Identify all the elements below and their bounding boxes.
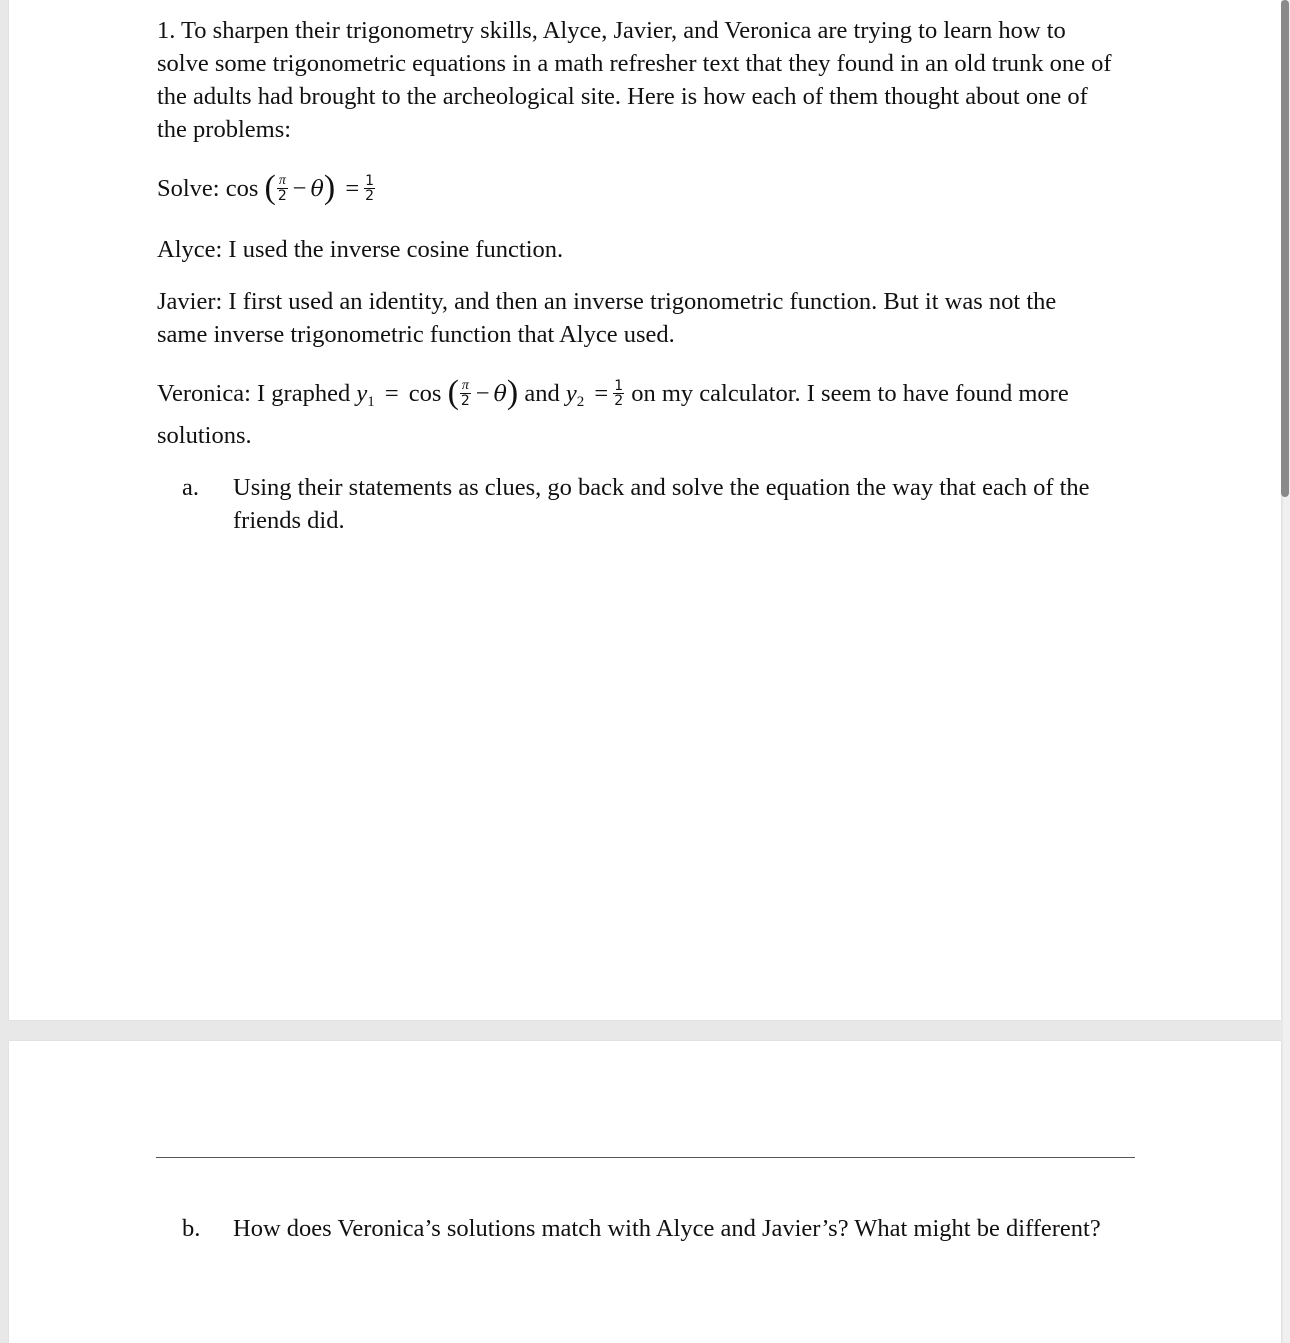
problem-intro	[157, 14, 1112, 146]
y1-variable: $y_1$	[356, 380, 375, 410]
document-page-2	[9, 1041, 1281, 1343]
cos-function: cos	[225, 175, 259, 202]
alyce-statement: Alyce: I used the inverse cosine function.	[157, 236, 564, 263]
one-half-fraction: $\frac{1}{2}$	[614, 377, 624, 409]
and-word: and	[524, 380, 560, 407]
one-half-fraction: $\frac{1}{2}$	[365, 172, 375, 204]
intro-line: the problems:	[157, 116, 292, 143]
intro-line: solve some trigonometric equations in a math refresher text that they found in an old trunk one of	[157, 50, 1112, 77]
answer-line	[156, 1157, 1135, 1158]
scrollbar-thumb[interactable]	[1281, 0, 1289, 497]
pi-over-two-fraction: $\frac{\pi}{2}$	[277, 172, 287, 204]
close-paren: )	[323, 169, 336, 207]
veronica-suffix: on my calculator. I seem to have found more	[631, 380, 1069, 407]
solve-equation: Solve: cos ( $\frac{\pi}{2}$ − θ) = $\frac{1}{2}$	[157, 169, 375, 207]
part-a-line: Using their statements as clues, go back and solve the equation the way that each of the	[233, 474, 1090, 501]
open-paren: (	[264, 169, 276, 207]
part-a-line: friends did.	[233, 507, 345, 534]
veronica-prefix: Veronica: I graphed	[157, 380, 351, 407]
intro-line: 1. To sharpen their trigonometry skills, Alyce, Javier, and Veronica are trying to learn how to	[157, 17, 1066, 44]
solve-label: Solve:	[157, 175, 220, 202]
veronica-line-2: solutions.	[157, 422, 252, 449]
part-b-line: How does Veronica’s solutions match with Alyce and Javier’s? What might be different?	[233, 1215, 1101, 1242]
javier-line: same inverse trigonometric function that Alyce used.	[157, 321, 675, 348]
javier-line: Javier: I first used an identity, and then an inverse trigonometric function. But it was not the	[157, 288, 1057, 315]
intro-line: the adults had brought to the archeological site. Here is how each of them thought about one of	[157, 83, 1088, 110]
document-page-1	[9, 0, 1281, 1020]
javier-statement	[157, 285, 1056, 351]
part-a-marker: a.	[182, 474, 199, 501]
pi-over-two-fraction: $\frac{\pi}{2}$	[460, 377, 470, 409]
part-b-marker: b.	[182, 1215, 201, 1242]
y2-variable: $y_2$	[565, 380, 585, 410]
veronica-statement: Veronica: I graphed $y_1 = \cos$ ( $\frac{\pi}{2}$ − θ) and $y_2$ = $\frac{1}{2}$ on my calculator. I seem to have found more	[157, 374, 1069, 412]
equals-sign: =	[345, 175, 360, 202]
